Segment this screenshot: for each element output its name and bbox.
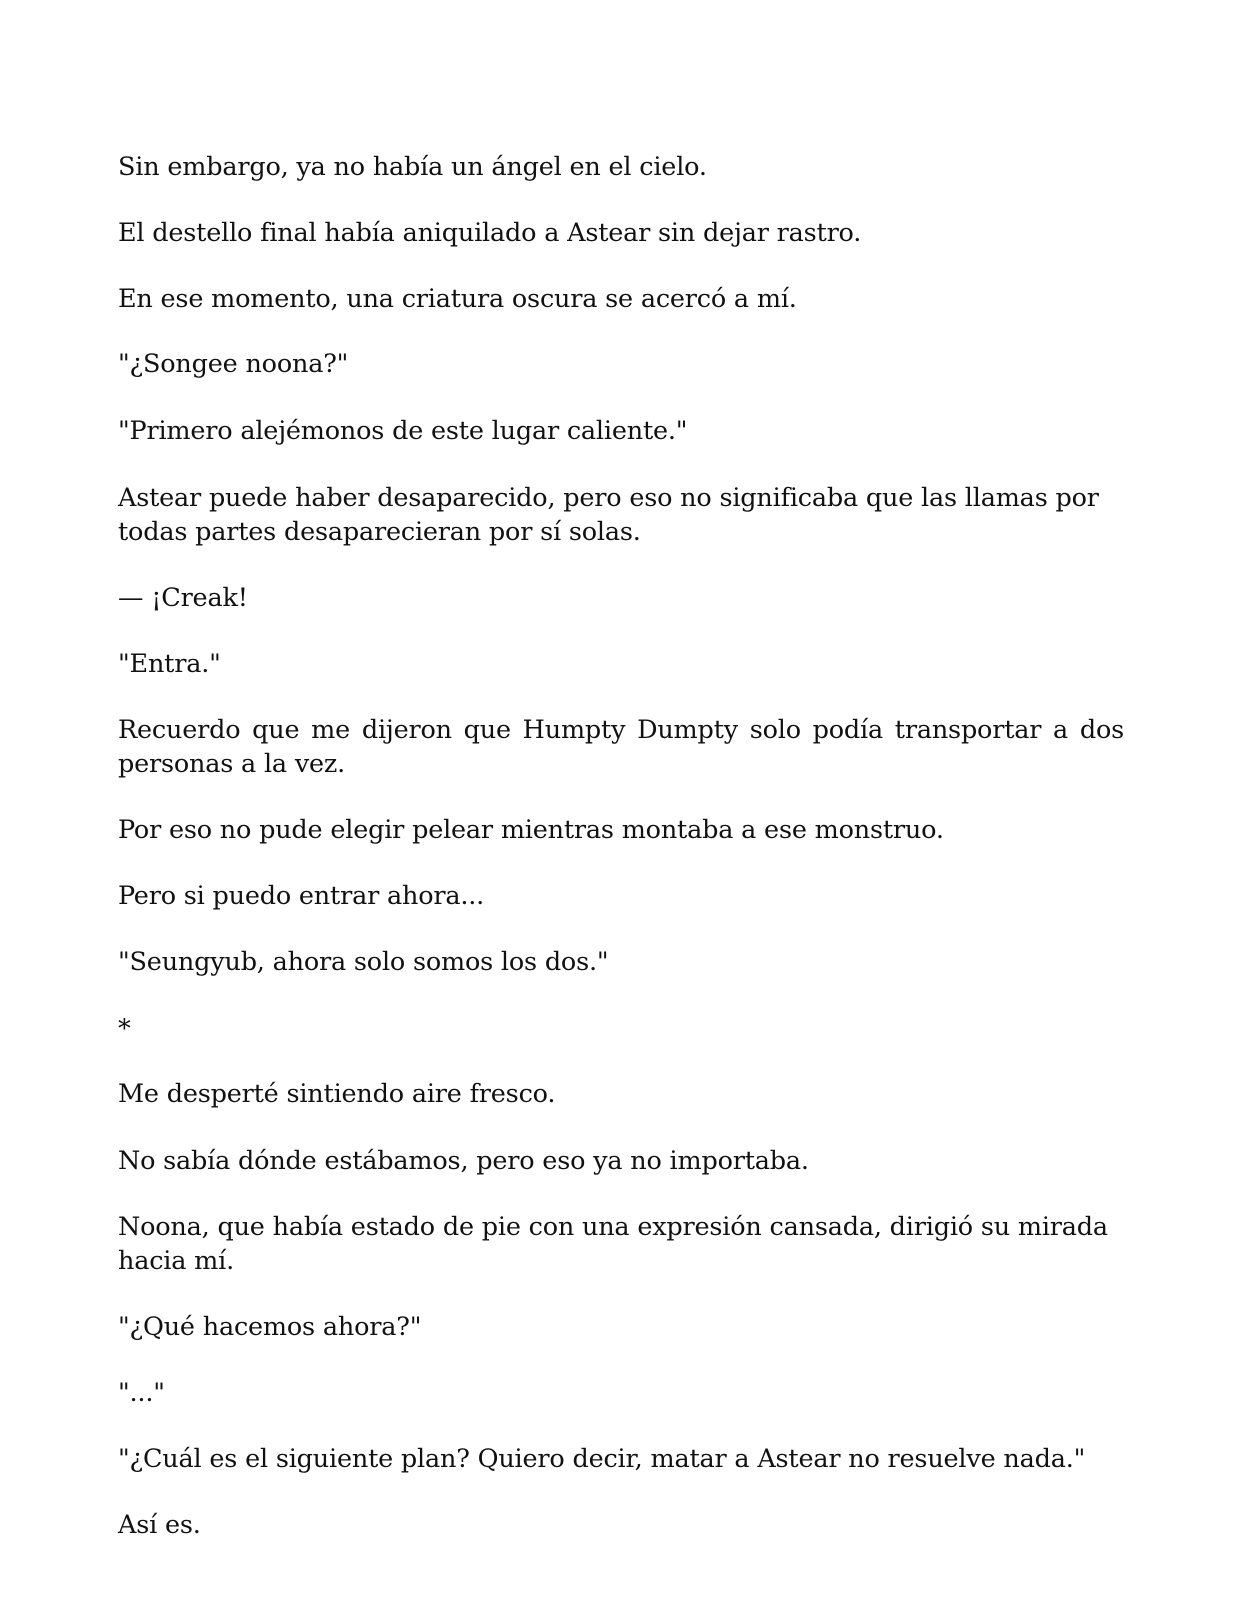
- scene-break: *: [118, 1014, 131, 1044]
- paragraph: "...": [118, 1378, 165, 1408]
- paragraph: El destello final había aniquilado a Astear sin dejar rastro.: [118, 218, 862, 248]
- paragraph: Sin embargo, ya no había un ángel en el cielo.: [118, 152, 707, 182]
- paragraph: Me desperté sintiendo aire fresco.: [118, 1079, 556, 1109]
- paragraph: Así es.: [118, 1510, 201, 1540]
- paragraph: Por eso no pude elegir pelear mientras montaba a ese monstruo.: [118, 815, 944, 845]
- paragraph: Pero si puedo entrar ahora...: [118, 881, 485, 911]
- paragraph: "¿Cuál es el siguiente plan? Quiero decir, matar a Astear no resuelve nada.": [118, 1444, 1086, 1474]
- paragraph: "¿Songee noona?": [118, 349, 349, 379]
- paragraph: Noona, que había estado de pie con una expresión cansada, dirigió su mirada hacia mí.: [118, 1212, 1116, 1276]
- paragraph: En ese momento, una criatura oscura se acercó a mí.: [118, 284, 797, 314]
- paragraph: "Primero alejémonos de este lugar caliente.": [118, 416, 688, 446]
- paragraph: — ¡Creak!: [118, 583, 248, 613]
- paragraph: Astear puede haber desaparecido, pero eso no significaba que las llamas por todas partes desaparecieran por sí solas.: [118, 483, 1107, 547]
- paragraph: "Seungyub, ahora solo somos los dos.": [118, 947, 609, 977]
- paragraph: No sabía dónde estábamos, pero eso ya no importaba.: [118, 1146, 809, 1176]
- paragraph: Recuerdo que me dijeron que Humpty Dumpty solo podía transportar a dos personas a la vez.: [118, 715, 1132, 779]
- paragraph: "¿Qué hacemos ahora?": [118, 1312, 422, 1342]
- paragraph: "Entra.": [118, 649, 221, 679]
